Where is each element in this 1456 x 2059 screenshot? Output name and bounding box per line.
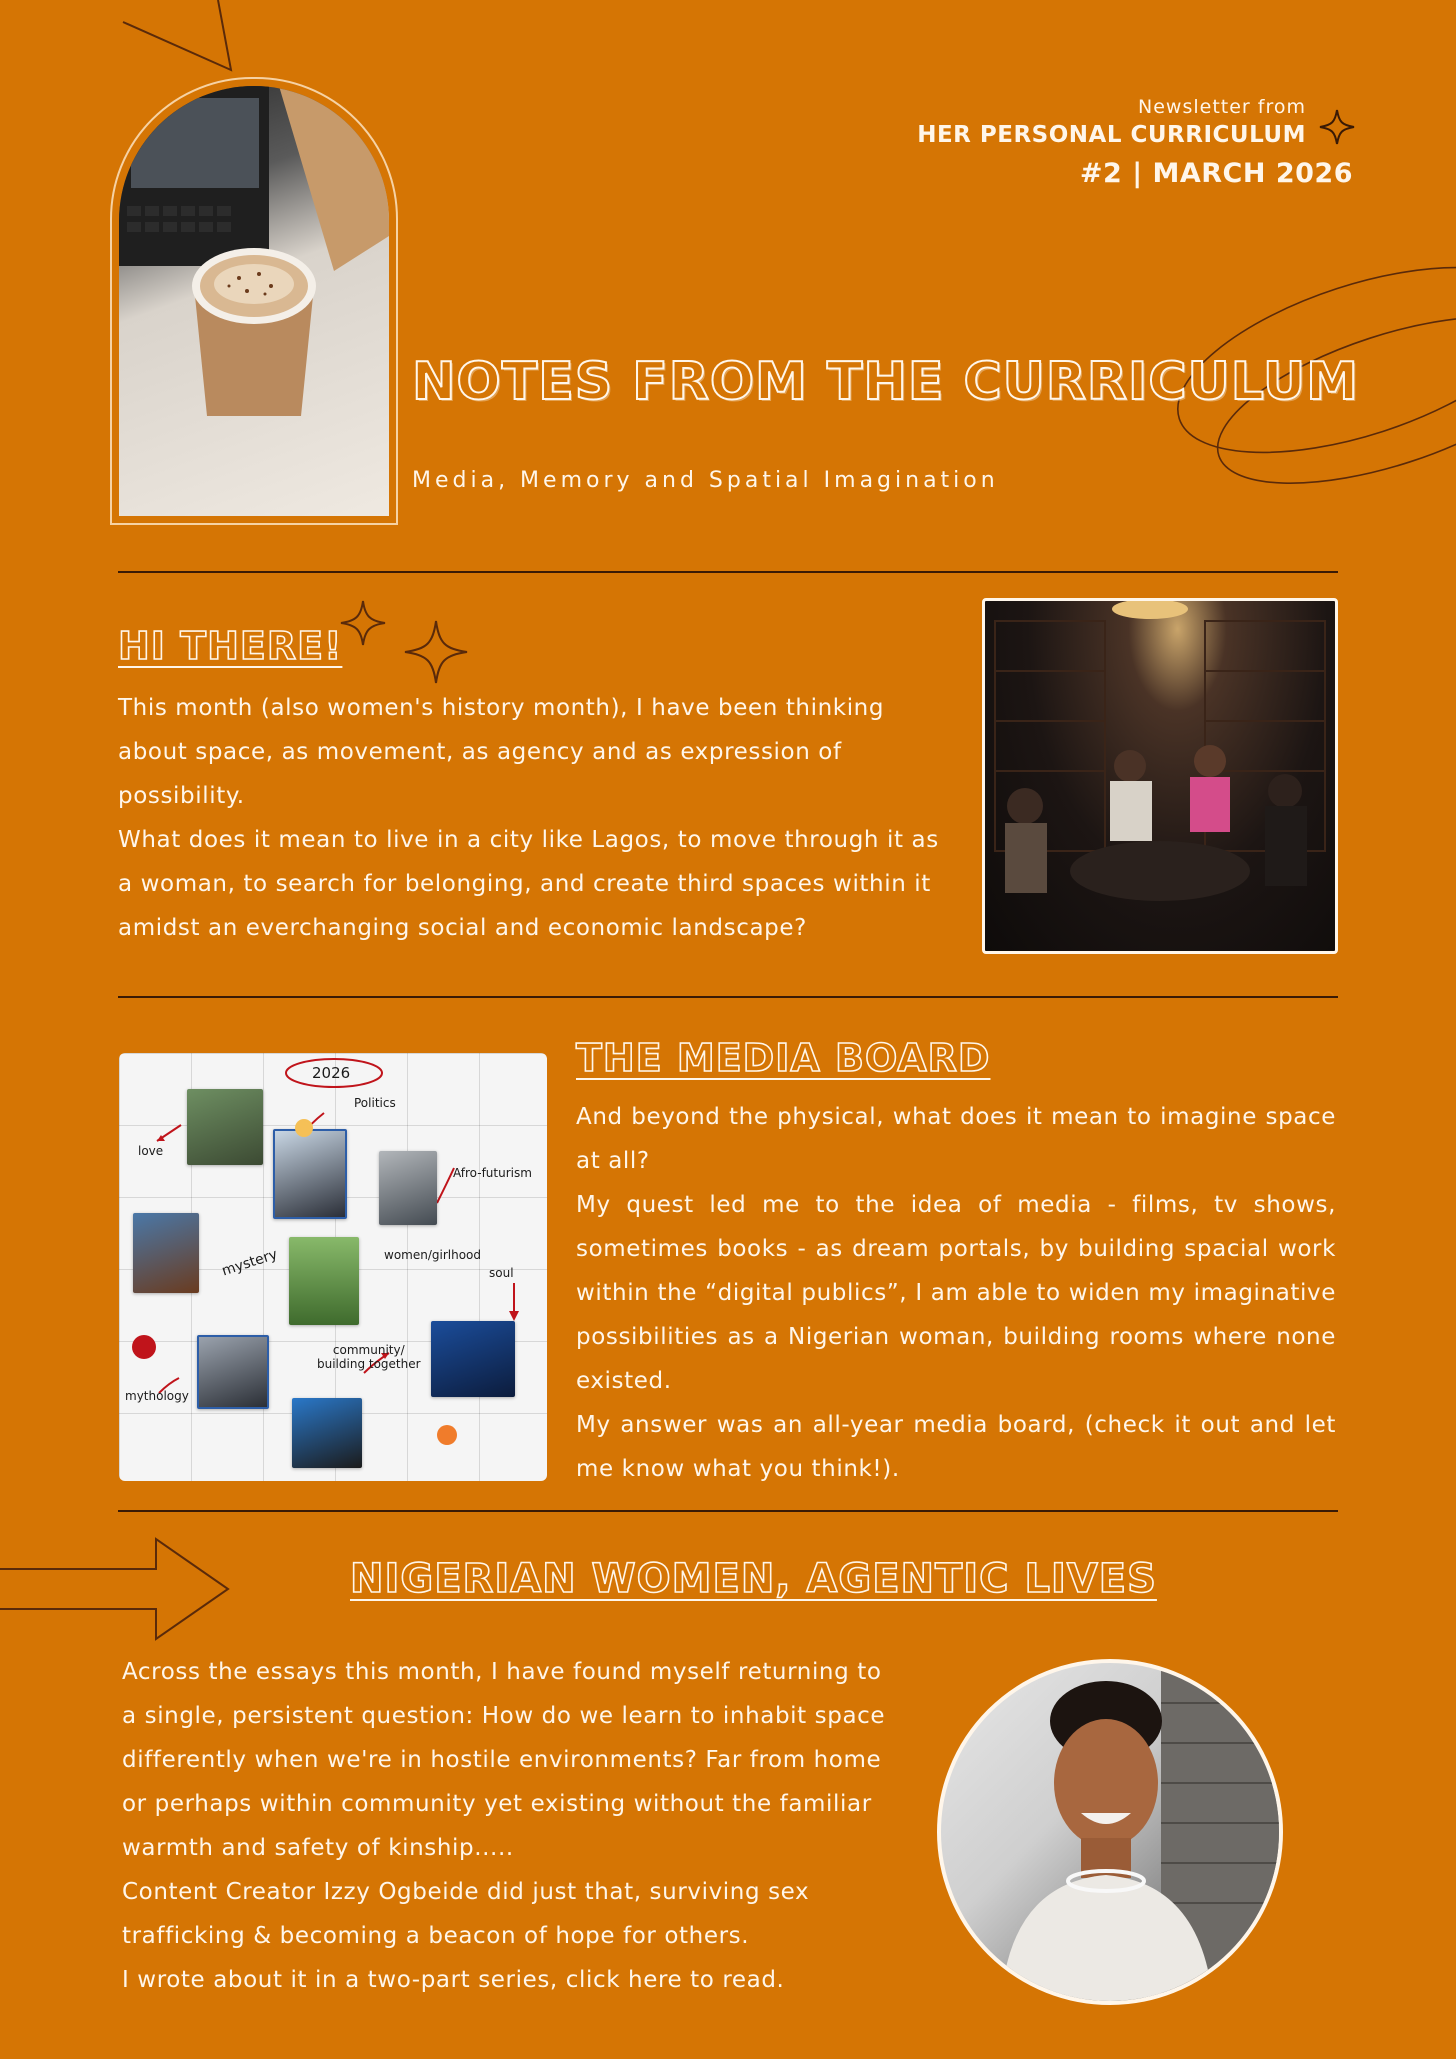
board-poster — [187, 1089, 263, 1165]
media-board-paragraph: My quest led me to the idea of media - films, tv shows, sometimes books - as dream portals, by building spacial work within the “digital publics”, I am able to widen my imaginative possibilities as a Nigerian woman, building rooms where none existed. — [576, 1192, 1336, 1394]
board-dot — [437, 1425, 457, 1445]
intro-paragraph: This month (also women's history month), I have been thinking about space, as movement, as agency and as expression of possibility. — [118, 695, 885, 809]
media-board-body — [576, 1095, 1336, 1491]
board-dot — [295, 1119, 313, 1137]
board-label-politics: Politics — [354, 1096, 396, 1110]
board-label-mystery: mystery — [219, 1246, 280, 1280]
board-poster — [133, 1213, 199, 1293]
board-poster — [431, 1321, 515, 1397]
intro-heading: HI THERE! — [118, 624, 343, 668]
sparkle-icon — [1318, 108, 1356, 146]
media-board-image — [119, 1053, 547, 1481]
triangle-outline-decoration — [118, 0, 238, 75]
read-series-link[interactable]: I wrote about it in a two-part series, click here to read. — [122, 1967, 785, 1993]
board-label-women: women/girlhood — [384, 1248, 482, 1262]
newsletter-from-label: Newsletter from — [1138, 96, 1306, 118]
media-board-paragraph: And beyond the physical, what does it mean to imagine space at all? — [576, 1104, 1336, 1174]
board-label-year: 2026 — [312, 1064, 351, 1082]
media-board-heading: THE MEDIA BOARD — [576, 1036, 991, 1080]
board-dot — [132, 1335, 156, 1359]
section-divider — [118, 1510, 1338, 1512]
section-divider — [118, 571, 1338, 573]
feature-paragraph: Content Creator Izzy Ogbeide did just that, surviving sex trafficking & becoming a beacon of hope for others. — [122, 1879, 810, 1949]
board-poster — [197, 1335, 269, 1409]
board-poster — [273, 1129, 347, 1219]
feature-body — [122, 1650, 902, 2002]
izzy-ogbeide-portrait — [937, 1659, 1283, 2005]
issue-number-date: #2 | MARCH 2026 — [1079, 158, 1353, 189]
board-poster — [292, 1398, 362, 1468]
page-title: NOTES FROM THE CURRICULUM — [412, 352, 1359, 412]
board-poster — [379, 1151, 437, 1225]
board-label-afrofuturism: Afro-futurism — [453, 1166, 532, 1180]
feature-paragraph: Across the essays this month, I have found myself returning to a single, persistent question: How do we learn to inhabit space differently when we're in hostile environments? Far from home or perhaps within community yet existing without the familiar warmth and safety of kinship..... — [122, 1659, 886, 1861]
bookshelf-gathering-illustration — [985, 601, 1335, 951]
group-conversation-photo — [982, 598, 1338, 954]
board-label-love: love — [138, 1144, 164, 1158]
feature-heading: NIGERIAN WOMEN, AGENTIC LIVES — [350, 1556, 1157, 1602]
intro-paragraph: What does it mean to live in a city like Lagos, to move through it as a woman, to search for belonging, and create third spaces within it amidst an everchanging social and economic landscape? — [118, 827, 939, 941]
section-divider — [118, 996, 1338, 998]
board-label-soul: soul — [489, 1266, 514, 1280]
board-poster — [289, 1237, 359, 1325]
coffee-cup-illustration — [119, 86, 389, 516]
media-board-paragraph: My answer was an all-year media board, (check it out and let me know what you think!). — [576, 1412, 1336, 1482]
coffee-laptop-photo — [110, 77, 398, 525]
sparkle-icon — [338, 598, 388, 648]
board-label-community: community/ building together — [317, 1343, 421, 1371]
intro-body — [118, 686, 950, 950]
sparkle-icon — [402, 618, 470, 686]
portrait-illustration — [941, 1663, 1279, 2001]
page-subtitle: Media, Memory and Spatial Imagination — [412, 468, 999, 493]
brand-name: HER PERSONAL CURRICULUM — [917, 122, 1306, 148]
board-label-mythology: mythology — [125, 1389, 189, 1403]
arrow-outline-decoration — [0, 1535, 232, 1643]
feature-paragraph[interactable] — [122, 1958, 902, 2002]
